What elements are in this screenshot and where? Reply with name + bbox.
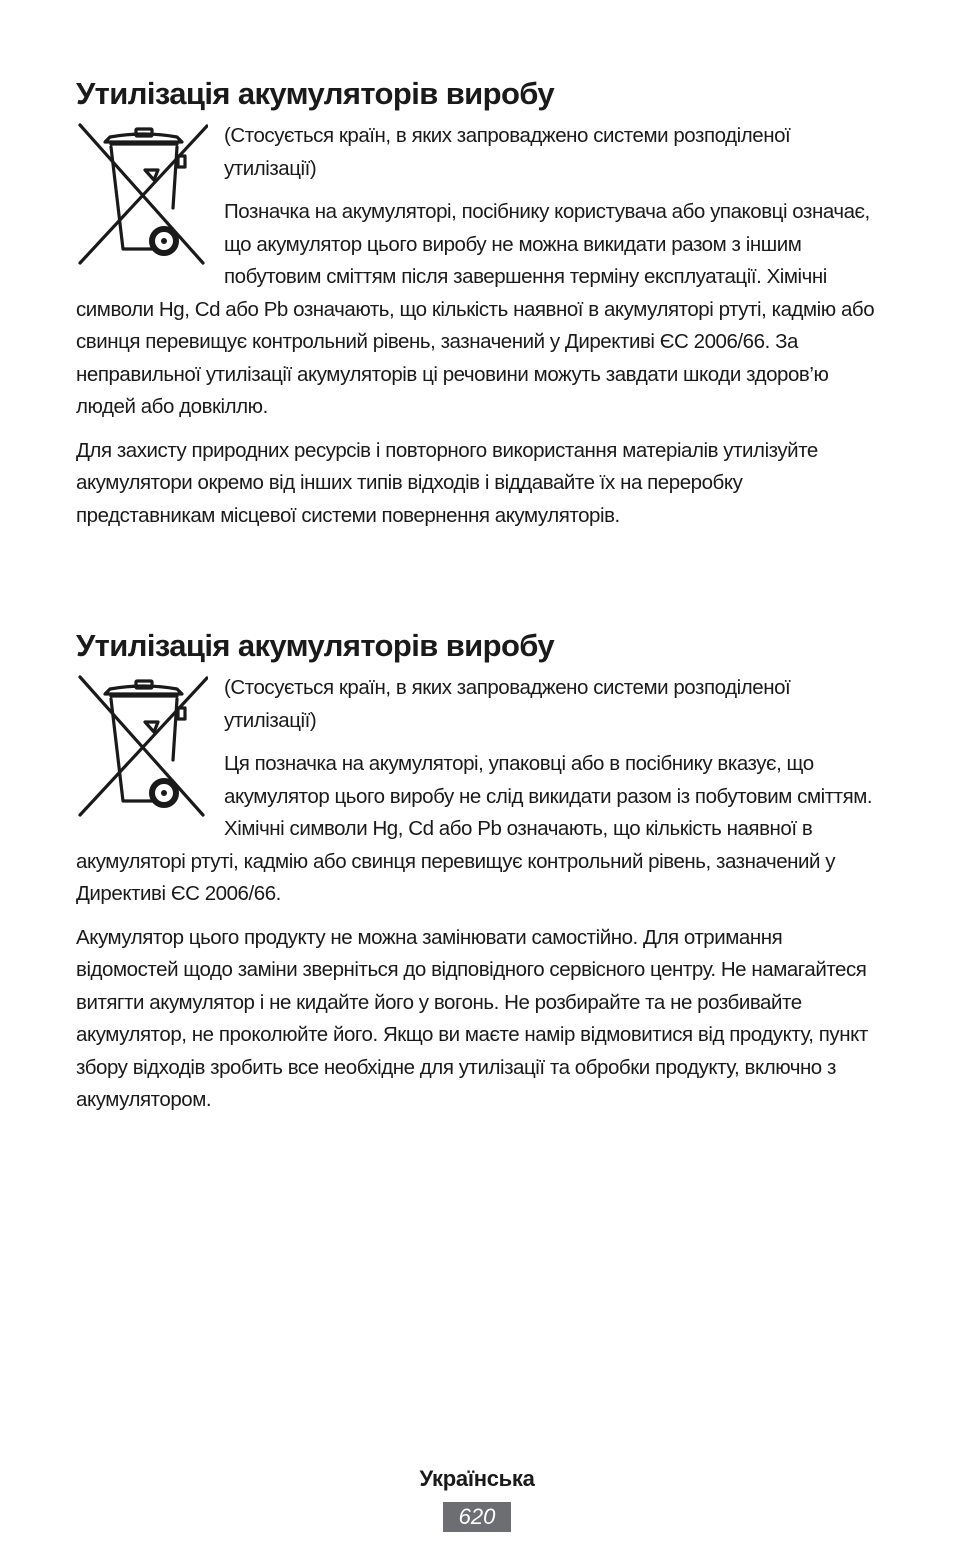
crossed-out-wheelie-bin-icon [76,672,208,822]
body-paragraph: Ця позначка на акумуляторі, упаковці або в посібнику вказує, що акумулятор цього виробу не слід викидати разом із побутовим сміттям. Хімічні символи Hg, Cd або Pb означають, що кількість наявної в акумуляторі ртуті, кадмію або свинця перевищує контрольний рівень, зазначений у Директиві ЄС 2006/66. [76,752,873,905]
section-title: Утилізація акумуляторів виробу [76,628,555,663]
battery-disposal-section-1 [76,74,886,543]
body-paragraph: Позначка на акумуляторі, посібнику користувача або упаковці означає, що акумулятор цього виробу не можна викидати разом з іншим побутовим сміттям після завершення терміну експлуатації. Хімічні символи Hg, Cd або Pb означають, що кількість наявної в акумуляторі ртуті, кадмію або свинця перевищує контрольний рівень, зазначений у Директиві ЄС 2006/66. За неправильної утилізації акумуляторів ці речовини можуть завдати шкоди здоров’ю людей або довкіллю. [76,200,875,418]
applicability-note: (Стосується країн, в яких запроваджено системи розподіленої утилізації) [224,676,791,732]
body-paragraph: Для захисту природних ресурсів і повторного використання матеріалів утилізуйте акумулятори окремо від інших типів відходів і віддавайте їх на переробку представникам місцевої системи повернення акумуляторів. [76,438,818,527]
footer-language-label: Українська [419,1466,535,1491]
page-number: 620 [443,1502,511,1532]
applicability-note: (Стосується країн, в яких запроваджено системи розподіленої утилізації) [224,124,791,180]
crossed-out-wheelie-bin-icon [76,120,208,270]
body-paragraph: Акумулятор цього продукту не можна замінювати самостійно. Для отримання відомостей щодо заміни зверніться до відповідного сервісного центру. Не намагайтеся витягти акумулятор і не кидайте його у вогонь. Не розбирайте та не розбивайте акумулятор, не проколюйте його. Якщо ви маєте намір відмовитися від продукту, пункт збору відходів зробить все необхідне для утилізації та обробки продукту, включно з акумулятором. [76,925,868,1111]
page-footer [0,1464,954,1532]
section-title: Утилізація акумуляторів виробу [76,76,555,111]
battery-disposal-section-2 [76,626,886,1128]
